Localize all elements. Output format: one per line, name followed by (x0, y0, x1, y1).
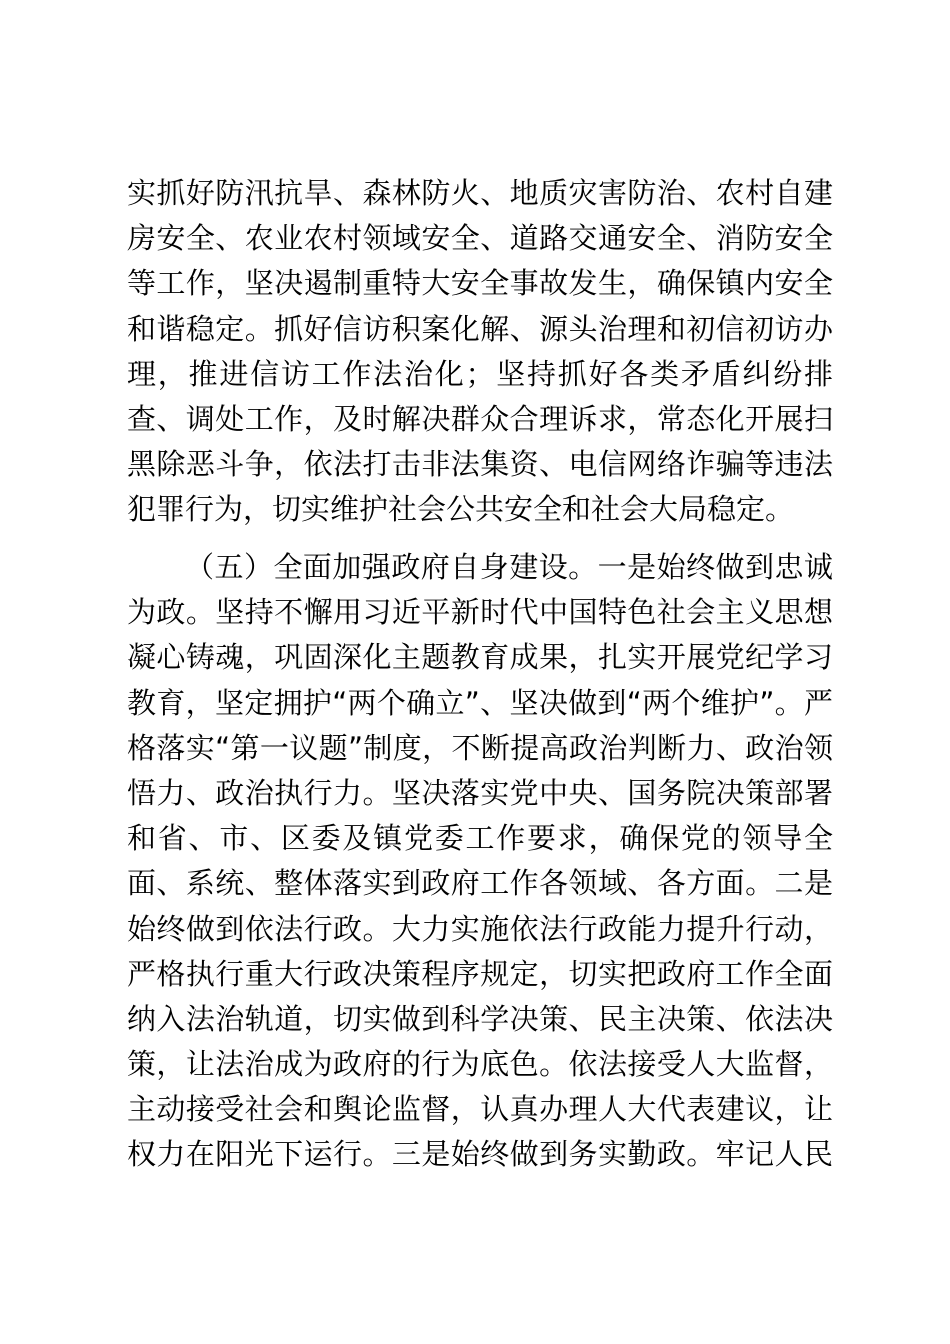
text-line: 犯罪行为，切实维护社会公共安全和社会大局稳定。 (127, 492, 795, 527)
section-heading-line: （五）全面加强政府自身建设。一是始终做到忠诚 (185, 550, 833, 584)
text-line: 主动接受社会和舆论监督，认真办理人大代表建议，让 (127, 1092, 833, 1127)
text-line: 权力在阳光下运行。三是始终做到务实勤政。牢记人民 (127, 1137, 833, 1172)
text-line: 理，推进信访工作法治化；坚持抓好各类矛盾纠纷排 (127, 356, 833, 391)
text-line: 严格执行重大行政决策程序规定，切实把政府工作全面 (127, 956, 833, 991)
text-line: 等工作，坚决遏制重特大安全事故发生，确保镇内安全 (127, 266, 833, 301)
text-line: 始终做到依法行政。大力实施依法行政能力提升行动， (127, 911, 833, 946)
text-line: 教育，坚定拥护“两个确立”、坚决做到“两个维护”。严 (127, 685, 833, 720)
paragraph-government-self-building (127, 545, 833, 1178)
text-line: 策，让法治成为政府的行为底色。依法接受人大监督， (127, 1047, 833, 1082)
text-line: 纳入法治轨道，切实做到科学决策、民主决策、依法决 (127, 1001, 833, 1036)
text-line: 格落实“第一议题”制度，不断提高政治判断力、政治领 (127, 730, 833, 765)
text-line: 为政。坚持不懈用习近平新时代中国特色社会主义思想 (127, 595, 833, 630)
text-line: 房安全、农业农村领域安全、道路交通安全、消防安全 (127, 221, 833, 256)
text-line: 面、系统、整体落实到政府工作各领域、各方面。二是 (127, 866, 833, 901)
text-line: 查、调处工作，及时解决群众合理诉求，常态化开展扫 (127, 401, 833, 436)
text-line: 悟力、政治执行力。坚决落实党中央、国务院决策部署 (127, 775, 833, 810)
text-line: 实抓好防汛抗旱、森林防火、地质灾害防治、农村自建 (127, 176, 833, 210)
text-line: 和谐稳定。抓好信访积案化解、源头治理和初信初访办 (127, 311, 833, 346)
text-line: 和省、市、区委及镇党委工作要求，确保党的领导全 (127, 821, 833, 856)
text-line: 凝心铸魂，巩固深化主题教育成果，扎实开展党纪学习 (127, 640, 833, 675)
paragraph-safety-stability (127, 171, 833, 533)
text-line: 黑除恶斗争，依法打击非法集资、电信网络诈骗等违法 (127, 447, 833, 482)
